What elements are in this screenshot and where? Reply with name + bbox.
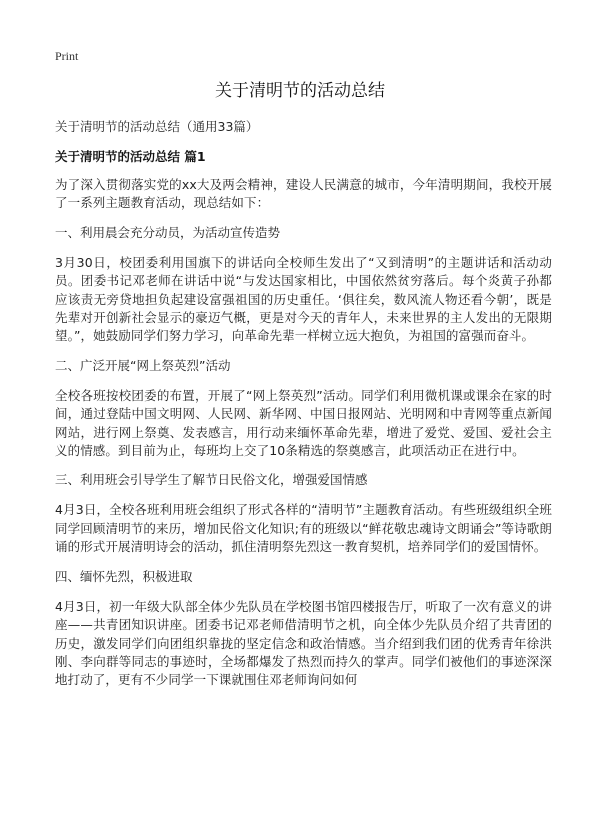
heading-four: 四、缅怀先烈，积极进取 xyxy=(55,568,193,584)
heading-three: 三、利用班会引导学生了解节日民俗文化，增强爱国情感 xyxy=(55,472,368,488)
paragraph-intro: 为了深入贯彻落实党的xx大及两会精神，建设人民满意的城市，今年清明期间，我校开展了一系列主题教育活动，现总结如下： xyxy=(55,177,552,211)
document-subtitle: 关于清明节的活动总结（通用33篇） xyxy=(55,119,259,134)
section-title: 关于清明节的活动总结 篇1 xyxy=(55,149,206,164)
document-title: 关于清明节的活动总结 xyxy=(215,81,385,101)
print-link[interactable]: Print xyxy=(55,49,79,63)
paragraph-one: 3月30日，校团委利用国旗下的讲话向全校师生发出了“又到清明”的主题讲话和活动动员。团委书记邓老师在讲话中说“与发达国家相比，中国依然贫穷落后。每个炎黄子孙都应该责无旁贷地担负起建设富强祖国的历史重任。‘俱往矣，数风流人物还看今朝’，既是先辈对开创新社会显示的豪迈气概，更是对今天的青年人，未来世界的主人发出的无限期望。”，她鼓励同学们努力学习，向革命先辈一样树立远大抱负，为祖国的富强而奋斗。 xyxy=(55,254,552,344)
paragraph-three: 4月3日，全校各班利用班会组织了形式各样的“清明节”主题教育活动。有些班级组织全班同学回顾清明节的来历，增加民俗文化知识;有的班级以“鲜花敬忠魂诗文朗诵会”等诗歌朗诵的形式开展清明诗会的活动，抓住清明祭先烈这一教育契机，培养同学们的爱国情怀。 xyxy=(55,502,552,555)
heading-one: 一、利用晨会充分动员，为活动宣传造势 xyxy=(55,224,281,240)
document-body xyxy=(55,118,552,701)
paragraph-two: 全校各班按校团委的布置，开展了“网上祭英烈”活动。同学们利用微机课或课余在家的时间，通过登陆中国文明网、人民网、新华网、中国日报网站、光明网和中青网等重点新闻网站，进行网上祭奠、发表感言，用行动来缅怀革命先辈，增进了爱党、爱国、爱社会主义的情感。到目前为止，每班均上交了10条精选的祭奠感言，此项活动正在进行中。 xyxy=(55,387,552,459)
heading-two: 二、广泛开展“网上祭英烈”活动 xyxy=(55,357,231,373)
paragraph-four: 4月3日，初一年级大队部全体少先队员在学校图书馆四楼报告厅，听取了一次有意义的讲座——共青团知识讲座。团委书记邓老师借清明节之机，向全体少先队员介绍了共青团的历史，激发同学们向团组织靠拢的坚定信念和政治情感。当介绍到我们团的优秀青年徐洪刚、李向群等同志的事迹时，全场都爆发了热烈而持久的掌声。同学们被他们的事迹深深地打动了，更有不少同学一下课就围住邓老师询问如何 xyxy=(55,598,552,688)
